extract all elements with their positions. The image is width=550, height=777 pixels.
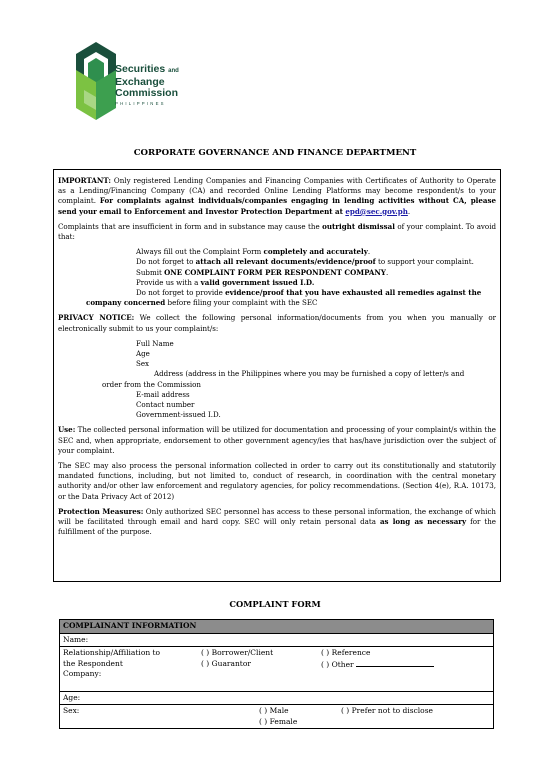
- age-label: Age:: [63, 692, 81, 702]
- option-reference[interactable]: ( ) Reference: [321, 648, 371, 657]
- sex-label: Sex:: [63, 706, 80, 715]
- sec-process-paragraph: The SEC may also process the personal information collected in order to carry out its constitutionally and statutorily mandated functions, including, but not limited to, conduct of research, in coordination with the central monetary authority and/or other law enforcement and regulatory agencies, for policy recommendations. (Section 4(e), R.A. 10173, or the Data Privacy Act of 2012): [58, 461, 496, 501]
- logo-line1: Securities: [115, 63, 166, 75]
- logo-line2: Exchange: [115, 76, 165, 88]
- privacy-item: Sex: [136, 359, 150, 369]
- relationship-label: Relationship/Affiliation to: [63, 648, 161, 657]
- important-paragraph: IMPORTANT: Only registered Lending Companies and Financing Companies with Certificates of Authority to Operate as a Lending/Financing Company (CA) and recorded Online Lending Platforms may become respondent/s to your complaint. For complaints against individuals/companies engaging in lending activities without CA, please send your email to Enforcement and Investor Protection Department at epd@sec.gov.ph.: [58, 176, 496, 216]
- logo-line3: Commission: [115, 87, 179, 99]
- option-female[interactable]: ( ) Female: [259, 716, 298, 726]
- notice-box: [53, 169, 501, 582]
- dismissal-paragraph: Complaints that are insufficient in form and in substance may cause the outright dismissal of your complaint. To avoid that:: [58, 221, 497, 242]
- tip-item: Submit ONE COMPLAINT FORM PER RESPONDENT COMPANY.: [136, 267, 389, 277]
- other-blank-line[interactable]: [356, 659, 434, 667]
- logo-line4: PHILIPPINES: [115, 101, 166, 106]
- section-header: COMPLAINANT INFORMATION: [60, 620, 494, 634]
- department-title: CORPORATE GOVERNANCE AND FINANCE DEPARTMENT: [133, 148, 417, 158]
- logo-and: and: [168, 68, 179, 74]
- name-field[interactable]: [60, 633, 494, 647]
- epd-email-link[interactable]: epd@sec.gov.ph: [345, 206, 408, 216]
- privacy-item: Government-issued I.D.: [136, 410, 221, 420]
- name-label: Name:: [63, 634, 89, 644]
- option-other[interactable]: ( ) Other: [321, 659, 441, 671]
- tip-item-continued: company concerned before filing your complaint with the SEC: [86, 298, 318, 308]
- tip-item: Always fill out the Complaint Form completely and accurately.: [136, 247, 371, 257]
- option-male[interactable]: ( ) Male: [259, 706, 289, 715]
- tip-item: Do not forget to provide evidence/proof that you have exhausted all remedies against the: [136, 288, 482, 298]
- tips-list: [58, 247, 496, 308]
- complainant-info-table: [59, 619, 494, 729]
- privacy-item: Contact number: [136, 400, 195, 410]
- privacy-item: Age: [136, 349, 150, 359]
- age-field[interactable]: [60, 691, 494, 705]
- privacy-item-address: Address (address in the Philippines where you may be furnished a copy of letter/s and: [154, 369, 465, 379]
- option-borrower[interactable]: ( ) Borrower/Client: [201, 648, 274, 657]
- privacy-item-address-cont: order from the Commission: [102, 379, 201, 389]
- privacy-item: E-mail address: [136, 389, 190, 399]
- privacy-paragraph: PRIVACY NOTICE: We collect the following personal information/documents from you when you manually or electronically submit to us your complaint/s:: [58, 313, 496, 333]
- sec-logo: [74, 40, 194, 126]
- protection-paragraph: Protection Measures: Only authorized SEC personnel has access to these personal information, the exchange of which will be facilitated through email and hard copy. SEC will only retain personal data as long as necessary for the fulfillment of the purpose.: [58, 506, 497, 537]
- sex-row: [60, 705, 494, 729]
- privacy-list: [58, 339, 496, 421]
- option-guarantor[interactable]: ( ) Guarantor: [201, 658, 251, 668]
- option-prefer-not[interactable]: ( ) Prefer not to disclose: [341, 706, 433, 715]
- privacy-item: Full Name: [136, 338, 174, 348]
- sec-hexagon-icon: [74, 40, 118, 126]
- relationship-row: Relationship/Affiliation to the Respondent Company: ( ) Borrower/Client ( ) Guarantor ( ) Reference ( ) Other: [60, 647, 494, 692]
- use-paragraph: Use: The collected personal information will be utilized for documentation and processing of your complaint/s within the SEC and, when appropriate, endorsement to other government agency/ies that has/have jurisdiction over the subject of your complaint.: [58, 425, 496, 455]
- tip-item: Do not forget to attach all relevant documents/evidence/proof to support your complaint.: [136, 257, 474, 267]
- tip-item: Provide us with a valid government issued I.D.: [136, 277, 315, 287]
- form-title: COMPLAINT FORM: [229, 599, 321, 609]
